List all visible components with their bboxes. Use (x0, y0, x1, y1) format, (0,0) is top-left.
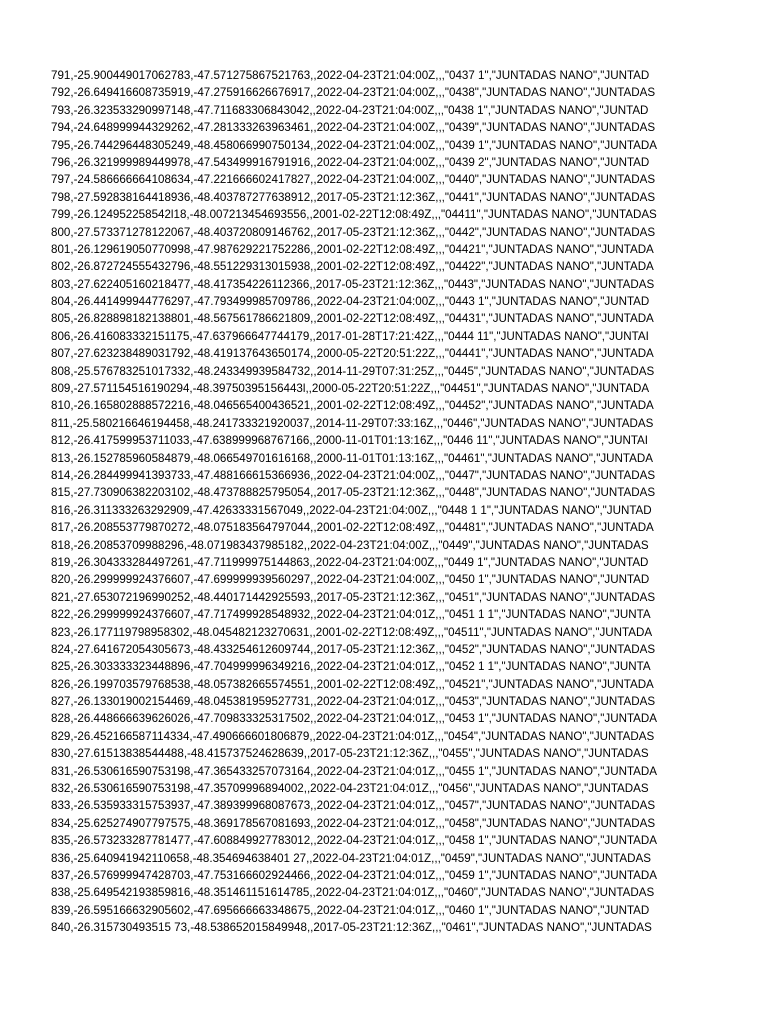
data-line: 794,-24.648999944329262,-47.281333263963461,,2022-04-23T21:04:00Z,,,"0439","JUNTADAS NANO","JUNTADAS (51, 121, 656, 135)
data-line: 804,-26.441499944776297,-47.793499985709786,,2022-04-23T21:04:00Z,,,"0443 1","JUNTADAS NANO","JUNTAD (51, 295, 650, 309)
data-line: 816,-26.311333263292909,-47.42633331567049,,2022-04-23T21:04:00Z,,,"0448 1 1","JUNTADAS NANO","JUNTAD (51, 503, 652, 517)
data-line: 803,-27.622405160218477,-48.417354226112366,,2017-05-23T21:12:36Z,,,"0443","JUNTADAS NANO","JUNTADAS (51, 277, 655, 291)
data-line: 832,-26.530616590753198,-47.35709996894002,,2022-04-23T21:04:01Z,,,"0456","JUNTADAS NANO","JUNTADAS (51, 782, 649, 796)
data-line: 834,-25.625274907797575,-48.369178567081693,,2022-04-23T21:04:01Z,,,"0458","JUNTADAS NANO","JUNTADAS (51, 816, 656, 830)
document-page (51, 67, 713, 937)
data-line: 839,-26.595166632905602,-47.695666663348675,,2022-04-23T21:04:01Z,,,"0460 1","JUNTADAS NANO","JUNTAD (51, 903, 650, 917)
data-line: 824,-27.641672054305673,-48.433254612609744,,2017-05-23T21:12:36Z,,,"0452","JUNTADAS NANO","JUNTADAS (51, 642, 656, 656)
data-line: 801,-26.129619050770998,-47.987629221752286,,2001-02-22T12:08:49Z,,,"04421","JUNTADAS NANO","JUNTADA (51, 242, 654, 256)
data-line: 810,-26.165802888572216,-48.046565400436521,,2001-02-22T12:08:49Z,,,"04452","JUNTADAS NANO","JUNTADA (51, 399, 654, 413)
data-line: 796,-26.321999989449978,-47.543499916791916,,2022-04-23T21:04:00Z,,,"0439 2","JUNTADAS NANO","JUNTAD (51, 155, 650, 169)
data-line: 820,-26.299999924376607,-47.699999939560297,,2022-04-23T21:04:00Z,,,"0450 1","JUNTADAS NANO","JUNTAD (51, 573, 650, 587)
data-line: 812,-26.417599953711033,-47.638999968767166,,2000-11-01T01:13:16Z,,,"0446 11","JUNTADAS NANO","JUNTAI (51, 434, 648, 448)
data-line: 838,-25.649542193859816,-48.351461151614785,,2022-04-23T21:04:01Z,,,"0460","JUNTADAS NANO","JUNTADAS (51, 886, 655, 900)
data-line: 831,-26.530616590753198,-47.365433257073164,,2022-04-23T21:04:01Z,,,"0455 1","JUNTADAS NANO","JUNTADA (51, 764, 658, 778)
data-line: 813,-26.152785960584879,-48.066549701616168,,2000-11-01T01:13:16Z,,,"04461","JUNTADAS NANO","JUNTADA (51, 451, 653, 465)
data-line: 808,-25.576783251017332,-48.243349939584732,,2014-11-29T07:31:25Z,,,"0445","JUNTADAS NANO","JUNTADAS (51, 364, 655, 378)
data-line: 835,-26.573233287781477,-47.608849927783012,,2022-04-23T21:04:01Z,,,"0458 1","JUNTADAS NANO","JUNTADA (51, 834, 658, 848)
data-line: 800,-27.573371278122067,-48.403720809146762,,2017-05-23T21:12:36Z,,,"0442","JUNTADAS NANO","JUNTADAS (51, 225, 656, 239)
data-line: 818,-26.20853709988296,-48.071983437985182,,2022-04-23T21:04:00Z,,,"0449","JUNTADAS NANO","JUNTADAS (51, 538, 649, 552)
data-line: 830,-27.61513838544488,-48.415737524628639,,2017-05-23T21:12:36Z,,,"0455","JUNTADAS NANO","JUNTADAS (51, 747, 649, 761)
data-line: 833,-26.535933315753937,-47.389399968087673,,2022-04-23T21:04:01Z,,,"0457","JUNTADAS NANO","JUNTADAS (51, 799, 656, 813)
data-line: 811,-25.580216646194458,-48.241733321920037,,2014-11-29T07:33:16Z,,,"0446","JUNTADAS NANO","JUNTADAS (51, 416, 654, 430)
data-line: 836,-25.640941942110658,-48.354694638401 27,,2022-04-23T21:04:01Z,,,"0459","JUNTADAS NANO","JUNTADAS (51, 851, 651, 865)
data-line: 827,-26.133019002154469,-48.045381959527731,,2022-04-23T21:04:01Z,,,"0453","JUNTADAS NANO","JUNTADAS (51, 695, 656, 709)
data-line: 793,-26.323533290997148,-47.711683306843042,,2022-04-23T21:04:00Z,,,"0438 1","JUNTADAS NANO","JUNTAD (51, 103, 649, 117)
data-line: 798,-27.592838164418936,-48.403787277638912,,2017-05-23T21:12:36Z,,,"0441","JUNTADAS NANO","JUNTADAS (51, 190, 656, 204)
data-line: 806,-26.416083332151175,-47.637966647744179,,2017-01-28T17:21:42Z,,,"0444 11","JUNTADAS NANO","JUNTAI (51, 329, 649, 343)
data-line: 826,-26.199703579768538,-48.057382665574551,,2001-02-22T12:08:49Z,,,"04521","JUNTADAS NANO","JUNTADA (51, 677, 654, 691)
data-line: 799,-26.124952258542l18,-48.007213454693556,,2001-02-22T12:08:49Z,,,"04411","JUNTADAS NANO","JUNTADAS (51, 208, 657, 222)
data-line: 792,-26.649416608735919,-47.275916626676917,,2022-04-23T21:04:00Z,,,"0438","JUNTADAS NANO","JUNTADAS (51, 86, 656, 100)
data-line: 814,-26.284499941393733,-47.488166615366936,,2022-04-23T21:04:00Z,,,"0447","JUNTADAS NANO","JUNTADAS (51, 468, 656, 482)
data-line: 809,-27.571154516190294,-48.39750395156443l,,2000-05-22T20:51:22Z,,,"04451","JUNTADAS NANO","JUNTADA (51, 382, 650, 396)
data-line: 805,-26.828898182138801,-48.567561786621809,,2001-02-22T12:08:49Z,,,"04431","JUNTADAS NANO","JUNTADA (51, 312, 654, 326)
data-line: 829,-26.452166587114334,-47.490666601806879,,2022-04-23T21:04:01Z,,,"0454","JUNTADAS NANO","JUNTADAS (51, 729, 655, 743)
data-line: 802,-26.872724555432796,-48.551229313015938,,2001-02-22T12:08:49Z,,,"04422","JUNTADAS NANO","JUNTADA (51, 260, 654, 274)
data-line: 819,-26.304333284497261,-47.711999975144863,,2022-04-23T21:04:00Z,,,"0449 1","JUNTADAS NANO","JUNTAD (51, 555, 649, 569)
data-line: 837,-26.576999947428703,-47.753166602924466,,2022-04-23T21:04:01Z,,,"0459 1","JUNTADAS NANO","JUNTADA (51, 868, 658, 882)
data-line: 823,-26.177119798958302,-48.045482123270631,,2001-02-22T12:08:49Z,,,"04511","JUNTADAS NANO","JUNTADA (51, 625, 653, 639)
data-line: 795,-26.744296448305249,-48.458066990750134,,2022-04-23T21:04:00Z,,,"0439 1","JUNTADAS NANO","JUNTADA (51, 138, 658, 152)
data-line: 817,-26.208553779870272,-48.075183564797044,,2001-02-22T12:08:49Z,,,"04481","JUNTADAS NANO","JUNTADA (51, 521, 654, 535)
data-line: 840,-26.315730493515 73,-48.538652015849948,,2017-05-23T21:12:36Z,,,"0461","JUNTADAS NANO","JUNTADAS (51, 921, 652, 935)
data-line: 828,-26.448666639626026,-47.709833325317502,,2022-04-23T21:04:01Z,,,"0453 1","JUNTADAS NANO","JUNTADA (51, 712, 658, 726)
data-line: 821,-27.653072196990252,-48.440171442925593,,2017-05-23T21:12:36Z,,,"0451","JUNTADAS NANO","JUNTADAS (51, 590, 656, 604)
data-line: 825,-26.303333323448896,-47.704999996349216,,2022-04-23T21:04:01Z,,,"0452 1 1","JUNTADAS NANO","JUNTA (51, 660, 651, 674)
data-line: 822,-26.299999924376607,-47.717499928548932,,2022-04-23T21:04:01Z,,,"0451 1 1","JUNTADAS NANO","JUNTA (51, 608, 651, 622)
data-line: 797,-24.586666664108634,-47.221666602417827,,2022-04-23T21:04:00Z,,,"0440","JUNTADAS NANO","JUNTADAS (51, 173, 656, 187)
data-line: 815,-27.730906382203102,-48.473788825795054,,2017-05-23T21:12:36Z,,,"0448","JUNTADAS NANO","JUNTADAS (51, 486, 656, 500)
data-line: 807,-27.623238489031792,-48.419137643650174,,2000-05-22T20:51:22Z,,,"04441","JUNTADAS NANO","JUNTADA (51, 347, 654, 361)
data-line: 791,-25.900449017062783,-47.571275867521763,,2022-04-23T21:04:00Z,,,"0437 1","JUNTADAS NANO","JUNTAD (51, 69, 650, 82)
